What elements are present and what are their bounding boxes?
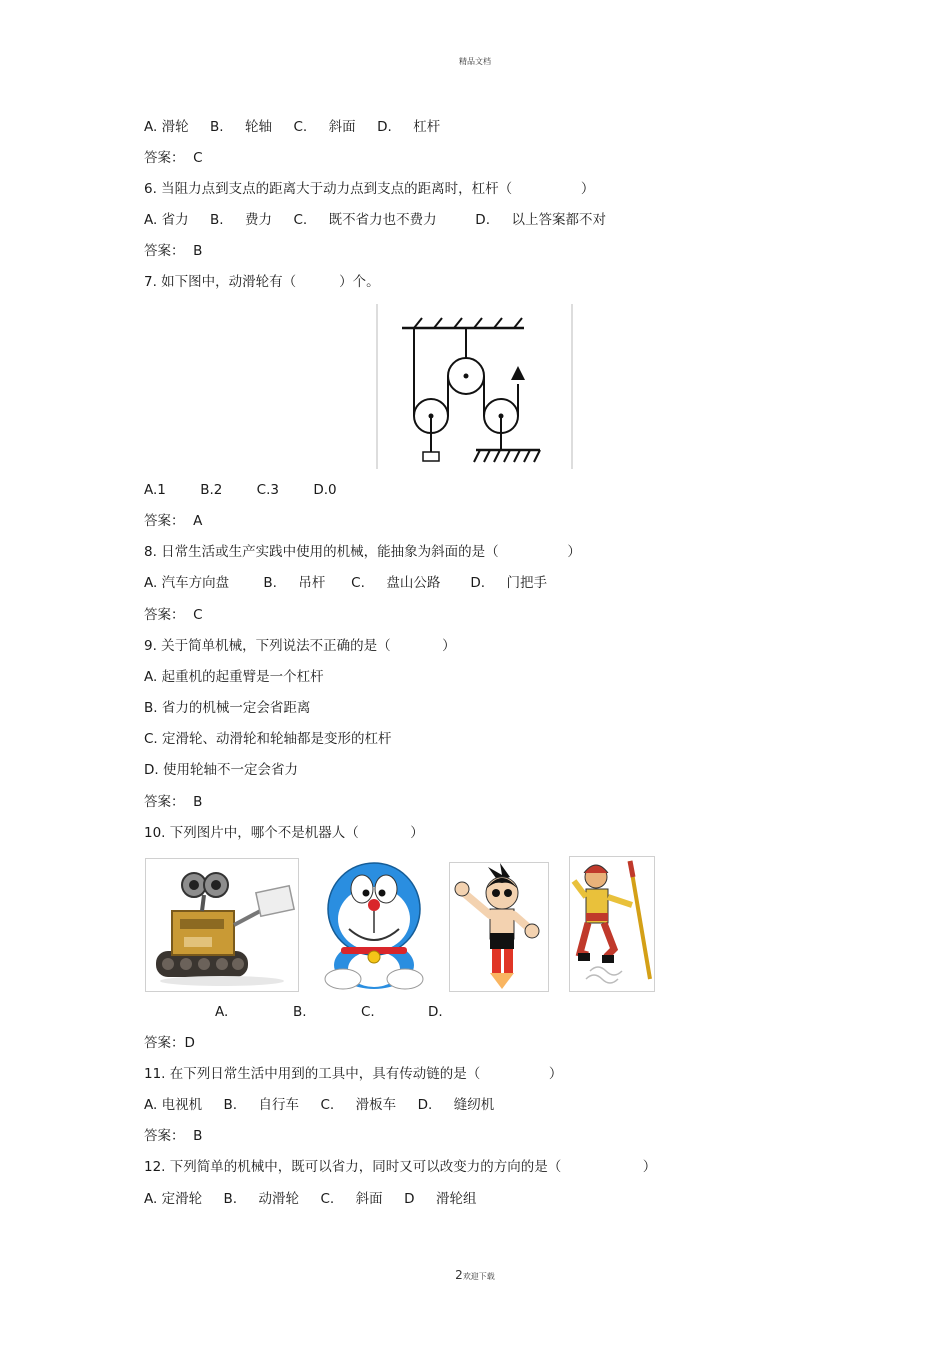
footer-text: 欢迎下载 xyxy=(462,1272,495,1281)
q9-option-d: D. 使用轮轴不一定会省力 xyxy=(144,762,298,778)
q7-options: A.1 B.2 C.3 D.0 xyxy=(144,482,337,498)
q9-option-c: C. 定滑轮、动滑轮和轮轴都是变形的杠杆 xyxy=(144,731,392,747)
pulley-diagram xyxy=(376,304,574,472)
q9-answer: 答案： B xyxy=(144,794,203,810)
q12-question: 12. 下列简单的机械中，既可以省力，同时又可以改变力的方向的是（ ） xyxy=(144,1159,657,1175)
page-number: 2 xyxy=(455,1268,463,1282)
q6-question: 6. 当阻力点到支点的距离大于动力点到支点的距离时，杠杆（ ） xyxy=(144,181,595,197)
q8-options: A. 汽车方向盘 B. 吊杆 C. 盘山公路 D. 门把手 xyxy=(144,575,548,591)
q8-question: 8. 日常生活或生产实践中使用的机械，能抽象为斜面的是（ ） xyxy=(144,544,581,560)
q6-answer: 答案： B xyxy=(144,243,203,259)
q10-label-a: A. xyxy=(215,1004,229,1020)
q9-question: 9. 关于简单机械，下列说法不正确的是（ ） xyxy=(144,638,456,654)
q5-options: A. 滑轮 B. 轮轴 C. 斜面 D. 杠杆 xyxy=(144,119,441,135)
q9-option-a: A. 起重机的起重臂是一个杠杆 xyxy=(144,669,324,685)
robot-image-b xyxy=(306,852,442,992)
q10-label-c: C. xyxy=(361,1004,375,1020)
q6-options: A. 省力 B. 费力 C. 既不省力也不费力 D. 以上答案都不对 xyxy=(144,212,606,228)
q9-option-b: B. 省力的机械一定会省距离 xyxy=(144,700,311,716)
q11-options: A. 电视机 B. 自行车 C. 滑板车 D. 缝纫机 xyxy=(144,1097,495,1113)
q5-answer: 答案： C xyxy=(144,150,203,166)
robot-image-c xyxy=(449,862,549,992)
q11-answer: 答案： B xyxy=(144,1128,203,1144)
q10-label-b: B. xyxy=(293,1004,307,1020)
q7-answer: 答案： A xyxy=(144,513,203,529)
q10-label-d: D. xyxy=(428,1004,443,1020)
q8-answer: 答案： C xyxy=(144,607,203,623)
q12-options: A. 定滑轮 B. 动滑轮 C. 斜面 D 滑轮组 xyxy=(144,1191,477,1207)
page-header: 精品文档 xyxy=(459,57,491,66)
q11-question: 11. 在下列日常生活中用到的工具中，具有传动链的是（ ） xyxy=(144,1066,563,1082)
page-footer xyxy=(0,1268,950,1282)
monkey-king-image-d xyxy=(569,856,655,992)
q10-question: 10. 下列图片中，哪个不是机器人（ ） xyxy=(144,825,424,841)
robot-image-a xyxy=(145,858,299,992)
q10-answer: 答案：D xyxy=(144,1035,195,1051)
q7-question: 7. 如下图中，动滑轮有（ ）个。 xyxy=(144,274,380,290)
